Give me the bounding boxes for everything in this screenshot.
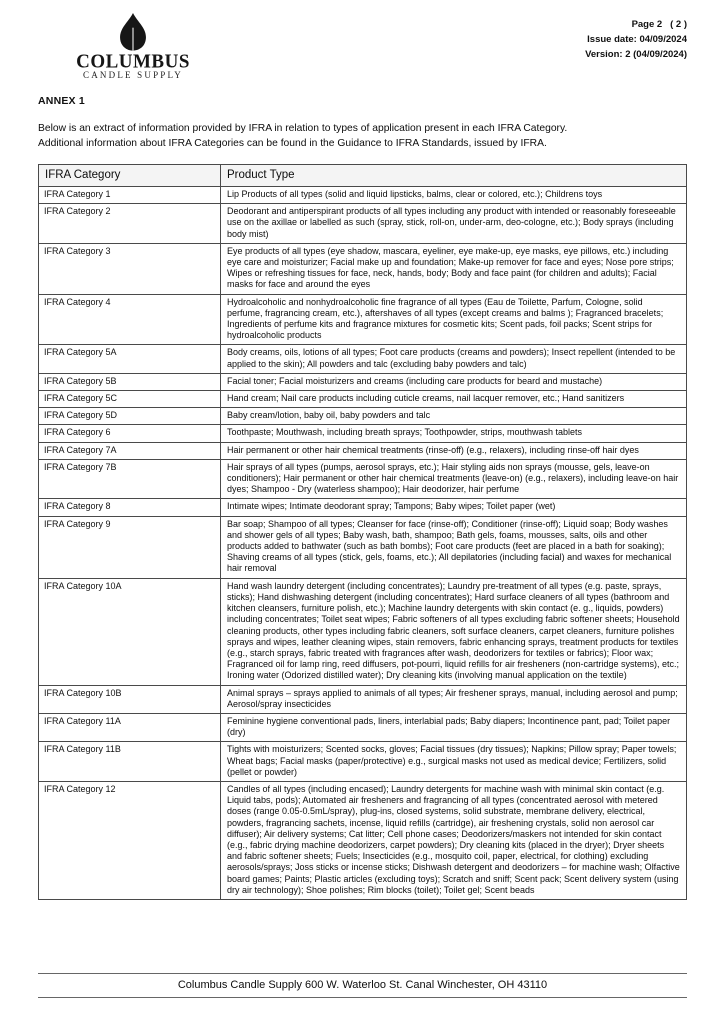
product-type-cell: Eye products of all types (eye shadow, mascara, eyeliner, eye make-up, eye masks, eye pillows, etc.) including eye care and moisturizer; Facial make up and foundation; Make-up remover for face and eyes; Nose pore strips; Wipes or refreshing tissues for face, neck, hands, body; Body and face paint (for children and adults); Facial masks for face and around the eyes xyxy=(221,243,687,294)
version: Version: 2 (04/09/2024) xyxy=(585,49,687,60)
ifra-category-cell: IFRA Category 7A xyxy=(39,442,221,459)
product-type-cell: Toothpaste; Mouthwash, including breath sprays; Toothpowder, strips, mouthwash tablets xyxy=(221,425,687,442)
product-type-cell: Tights with moisturizers; Scented socks, gloves; Facial tissues (dry tissues); Napkins; Pillow spray; Paper towels; Wheat bags; Facial masks (paper/protective) e.g., surgical masks not used as medical device; Fertilizers, solid (pellet or powder) xyxy=(221,742,687,782)
page-info-block xyxy=(585,13,687,62)
ifra-category-cell: IFRA Category 11B xyxy=(39,742,221,782)
table-row xyxy=(39,294,687,345)
logo-company-name: COLUMBUS xyxy=(76,50,190,73)
table-row xyxy=(39,516,687,578)
table-row xyxy=(39,373,687,390)
table-row xyxy=(39,345,687,373)
table-row xyxy=(39,243,687,294)
page-number: Page 2 ( 2 ) xyxy=(631,19,687,30)
annex-title: ANNEX 1 xyxy=(38,95,85,107)
table-row xyxy=(39,442,687,459)
ifra-category-cell: IFRA Category 5A xyxy=(39,345,221,373)
ifra-category-cell: IFRA Category 7B xyxy=(39,459,221,499)
product-type-cell: Deodorant and antiperspirant products of all types including any product with intended or reasonably foreseeable use on the axillae or labelled as such (spray, stick, roll-on, under-arm, deo-cologne, etc.); Body sprays (including body mist) xyxy=(221,204,687,244)
product-type-cell: Candles of all types (including encased); Laundry detergents for machine wash with minimal skin contact (e.g. Liquid tabs, pods); Automated air fresheners and fragrancing of all types (concentrated aerosol with metered doses (range 0.05-0.5mL/spray), plug-ins, closed systems, solid substrate, membrane delivery, electrical, powders, fragrancing sachets, incense, liquid refills (cartridge), air freshening crystals, solid non aerosol car diffuser); Air delivery systems; Cat litter; Cell phone cases; Deodorizers/maskers not intended for skin contact (e.g., fabric drying machine deodorizers, carpet powders); Dry cleaning kits (placed in the dryer); Dryer sheets and fabric softener sheets; Fuels; Insecticides (e.g., mosquito coil, paper, electrical, for clothing) excluding aerosols/sprays; Joss sticks or incense sticks; Dishwash detergent and deodorizers – for machine wash; Olfactive board games; Paints; Plastic articles (excluding toys); Scratch and sniff; Scent pack; Scent delivery system (using dry air technology); Shoe polishes; Rim blocks (toilet); Toilet gel; Scent beads xyxy=(221,781,687,899)
product-type-cell: Body creams, oils, lotions of all types; Foot care products (creams and powders); Insect repellent (intended to be applied to the skin); All powders and talc (excluding baby powders and talc) xyxy=(221,345,687,373)
ifra-category-cell: IFRA Category 8 xyxy=(39,499,221,516)
ifra-category-cell: IFRA Category 4 xyxy=(39,294,221,345)
ifra-category-cell: IFRA Category 11A xyxy=(39,713,221,741)
table-row xyxy=(39,578,687,685)
product-type-cell: Hydroalcoholic and nonhydroalcoholic fine fragrance of all types (Eau de Toilette, Parfum, Cologne, solid perfume, fragrancing cream, etc.), aftershaves of all types (except creams and balms ); Fragranced bracelets; Ingredients of perfume kits and fragrance mixtures for cosmetic kits; Scent pads, foil packs; Scent strips for hydroalcoholic products xyxy=(221,294,687,345)
company-logo xyxy=(59,13,207,81)
table-row xyxy=(39,499,687,516)
table-row xyxy=(39,459,687,499)
product-type-cell: Lip Products of all types (solid and liquid lipsticks, balms, clear or colored, etc.); Childrens toys xyxy=(221,187,687,204)
intro-line-1: Below is an extract of information provided by IFRA in relation to types of application present in each IFRA Category. xyxy=(38,123,568,134)
product-type-cell: Intimate wipes; Intimate deodorant spray; Tampons; Baby wipes; Toilet paper (wet) xyxy=(221,499,687,516)
table-row xyxy=(39,391,687,408)
issue-date: Issue date: 04/09/2024 xyxy=(587,34,687,45)
table-row xyxy=(39,425,687,442)
table-row xyxy=(39,408,687,425)
table-header-row xyxy=(39,165,687,187)
ifra-category-cell: IFRA Category 2 xyxy=(39,204,221,244)
ifra-category-cell: IFRA Category 6 xyxy=(39,425,221,442)
product-type-cell: Hair permanent or other hair chemical treatments (rinse-off) (e.g., relaxers), including rinse-off hair dyes xyxy=(221,442,687,459)
product-type-cell: Feminine hygiene conventional pads, liners, interlabial pads; Baby diapers; Incontinence pant, pad; Toilet paper (dry) xyxy=(221,713,687,741)
ifra-category-cell: IFRA Category 12 xyxy=(39,781,221,899)
table-row xyxy=(39,713,687,741)
ifra-category-cell: IFRA Category 5B xyxy=(39,373,221,390)
intro-paragraph xyxy=(38,122,687,151)
ifra-category-cell: IFRA Category 3 xyxy=(39,243,221,294)
ifra-category-cell: IFRA Category 10A xyxy=(39,578,221,685)
ifra-category-cell: IFRA Category 1 xyxy=(39,187,221,204)
product-type-cell: Bar soap; Shampoo of all types; Cleanser for face (rinse-off); Conditioner (rinse-off); Liquid soap; Body washes and shower gels of all types; Baby wash, bath, shampoo; Bath gels, foams, mousses, salts, oils and other products added to bathwater (such as bath bombs); Foot care products (feet are placed in a bath for soaking); Shaving creams of all types (stick, gels, foams, etc.); All depilatories (including facial) and waxes for mechanical hair removal xyxy=(221,516,687,578)
page-header xyxy=(38,0,687,81)
column-header-ifra-category: IFRA Category xyxy=(39,165,221,187)
column-header-product-type: Product Type xyxy=(221,165,687,187)
table-row xyxy=(39,685,687,713)
product-type-cell: Hand wash laundry detergent (including concentrates); Laundry pre-treatment of all types (e.g. paste, sprays, sticks); Hand dishwashing detergent (including concentrates); Hard surface cleaners of all types (bathroom and kitchen cleansers, furniture polish, etc.); Machine laundry detergents with skin contact (e. g., liquids, powders) including concentrates; Toilet seat wipes; Fabric softeners of all types excluding fabric softener sheets; Household cleaning products, other types including fabric cleaners, soft surface cleaners, carpet cleaners, furniture polishes sprays and wipes, leather cleaning wipes, stain removers, fabric enhancing sprays, treatment products for textiles (e.g., starch sprays, fabric treated with fragrances after wash, deodorizers for textiles or fabrics); Floor wax; Fragranced oil for lamp ring, reed diffusers, pot-pourri, liquid refills for air fresheners (non-cartridge systems), etc.; Ironing water (Odorized distilled water); Dry cleaning kits (involving manual application on the textile) xyxy=(221,578,687,685)
ifra-category-cell: IFRA Category 10B xyxy=(39,685,221,713)
table-row xyxy=(39,187,687,204)
product-type-cell: Hair sprays of all types (pumps, aerosol sprays, etc.); Hair styling aids non sprays (mousse, gels, leave-on conditioners); Hair permanent or other hair chemical treatments (leave-on) (e.g., relaxers), including leave-on hair dyes; Shampoo - Dry (waterless shampoo); Hair deodorizer, hair perfume xyxy=(221,459,687,499)
table-row xyxy=(39,781,687,899)
flame-icon xyxy=(115,13,151,51)
ifra-category-table xyxy=(38,164,687,900)
ifra-category-cell: IFRA Category 5C xyxy=(39,391,221,408)
footer-address: Columbus Candle Supply 600 W. Waterloo St. Canal Winchester, OH 43110 xyxy=(177,979,548,991)
logo-company-subtitle: CANDLE SUPPLY xyxy=(83,70,183,80)
table-row xyxy=(39,742,687,782)
product-type-cell: Facial toner; Facial moisturizers and creams (including care products for beard and mustache) xyxy=(221,373,687,390)
ifra-category-cell: IFRA Category 9 xyxy=(39,516,221,578)
product-type-cell: Animal sprays – sprays applied to animals of all types; Air freshener sprays, manual, including aerosol and pump; Aerosol/spray insecticides xyxy=(221,685,687,713)
product-type-cell: Hand cream; Nail care products including cuticle creams, nail lacquer remover, etc.; Hand sanitizers xyxy=(221,391,687,408)
product-type-cell: Baby cream/lotion, baby oil, baby powders and talc xyxy=(221,408,687,425)
intro-line-2: Additional information about IFRA Categories can be found in the Guidance to IFRA Standards, issued by IFRA. xyxy=(38,137,547,149)
table-row xyxy=(39,204,687,244)
page-footer xyxy=(38,973,687,998)
ifra-category-cell: IFRA Category 5D xyxy=(39,408,221,425)
